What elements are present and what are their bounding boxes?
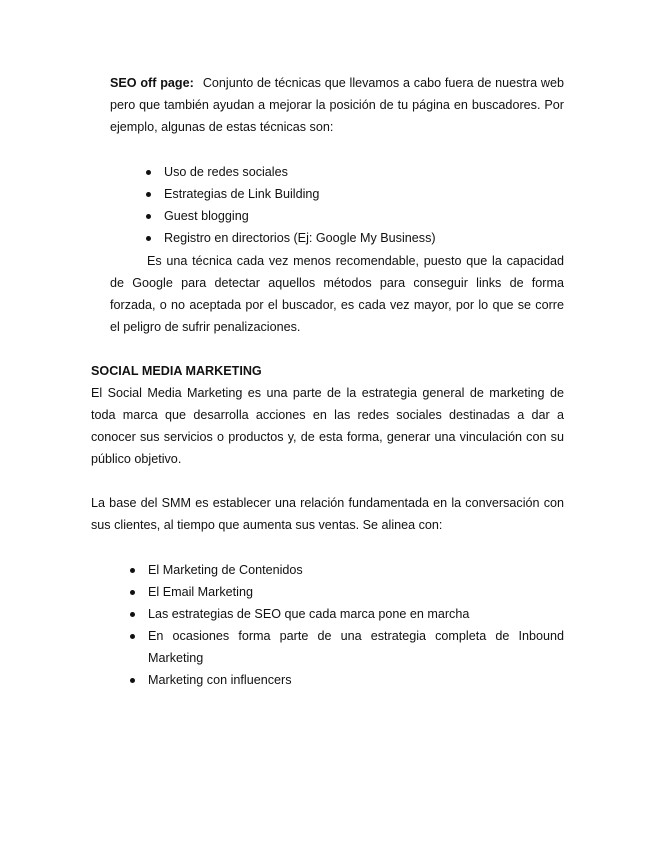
seo-off-page-term: SEO off page: bbox=[110, 76, 194, 90]
list-item: El Marketing de Contenidos bbox=[148, 559, 564, 581]
list-item: En ocasiones forma parte de una estrategia completa de Inbound Marketing bbox=[148, 625, 564, 669]
list-item: Las estrategias de SEO que cada marca pone en marcha bbox=[148, 603, 564, 625]
list-item: Uso de redes sociales bbox=[164, 161, 564, 183]
list-item: Guest blogging bbox=[164, 205, 564, 227]
list-item: Registro en directorios (Ej: Google My Business) bbox=[164, 227, 564, 249]
smm-paragraph-1-text: El Social Media Marketing es una parte de la estrategia general de marketing de toda marca que desarrolla acciones en las redes sociales destinadas a dar a conocer sus servicios o productos y, de esta forma, generar una vinculación con su público objetivo. bbox=[91, 386, 564, 466]
smm-paragraph-2-text: La base del SMM es establecer una relación fundamentada en la conversación con sus clientes, al tiempo que aumenta sus ventas. Se alinea con: bbox=[91, 496, 564, 532]
seo-off-page-description: Conjunto de técnicas que llevamos a cabo fuera de nuestra web pero que también ayudan a mejorar la posición de tu página en buscadores. Por ejemplo, algunas de estas técnicas son: bbox=[110, 76, 564, 134]
seo-off-page-paragraph bbox=[110, 72, 564, 138]
seo-off-page-note bbox=[110, 250, 564, 338]
list-item: Marketing con influencers bbox=[148, 669, 564, 691]
seo-note-text: Es una técnica cada vez menos recomendable, puesto que la capacidad de Google para detectar aquellos métodos para conseguir links de forma forzada, o no aceptada por el buscador, es cada vez mayor, por lo que se corre el peligro de sufrir penalizaciones. bbox=[110, 254, 564, 334]
list-item: Estrategias de Link Building bbox=[164, 183, 564, 205]
seo-techniques-list bbox=[164, 161, 564, 249]
smm-alignments-list bbox=[148, 559, 564, 691]
smm-paragraph-2 bbox=[91, 492, 564, 536]
smm-paragraph-1 bbox=[91, 382, 564, 470]
list-item: El Email Marketing bbox=[148, 581, 564, 603]
section-heading: SOCIAL MEDIA MARKETING bbox=[91, 364, 262, 378]
